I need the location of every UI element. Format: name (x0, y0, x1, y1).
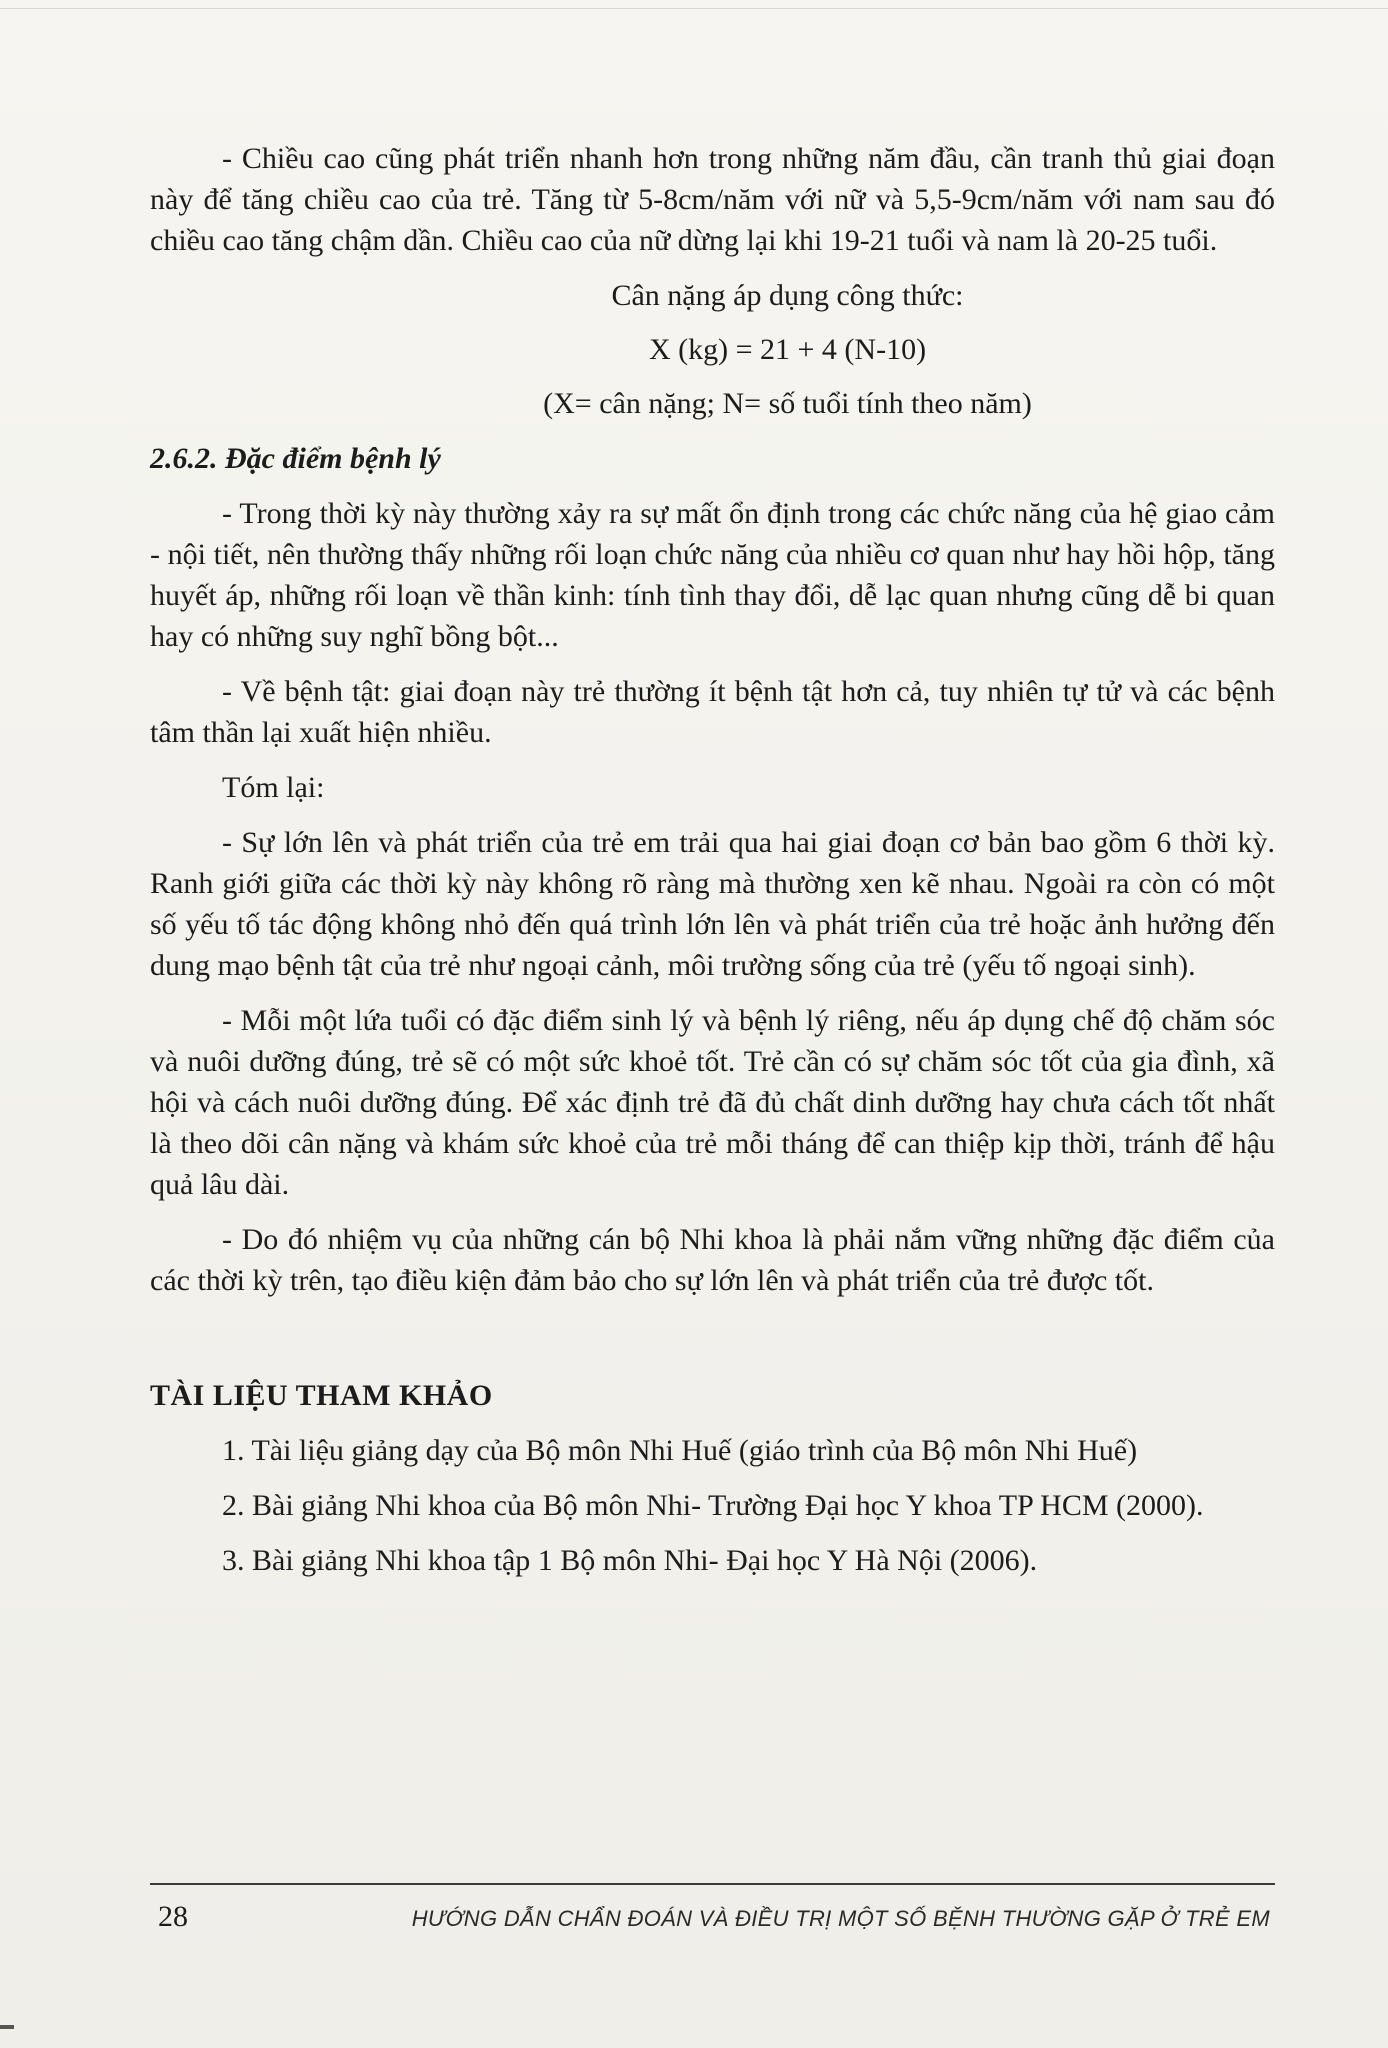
paragraph-disease: - Về bệnh tật: giai đoạn này trẻ thường ít bệnh tật hơn cả, tuy nhiên tự tử và các bệnh tâm thần lại xuất hiện nhiều. (150, 675, 1275, 749)
paragraph-endocrine: - Trong thời kỳ này thường xảy ra sự mất ổn định trong các chức năng của hệ giao cảm - nội tiết, nên thường thấy những rối loạn chức năng của nhiều cơ quan như hay hồi hộp, tăng huyết áp, những rối loạn về thần kinh: tính tình thay đổi, dễ lạc quan nhưng cũng dễ bi quan hay có những suy nghĩ bồng bột... (150, 497, 1275, 653)
scan-top-edge (0, 8, 1388, 9)
reference-item: 1. Tài liệu giảng dạy của Bộ môn Nhi Huế (giáo trình của Bộ môn Nhi Huế) (222, 1434, 1138, 1467)
references-title: TÀI LIỆU THAM KHẢO (150, 1379, 493, 1412)
running-title: HƯỚNG DẪN CHẨN ĐOÁN VÀ ĐIỀU TRỊ MỘT SỐ BỆNH THƯỜNG GẶP Ở TRẺ EM (411, 1906, 1270, 1931)
summary-label: Tóm lại: (222, 771, 325, 804)
reference-item: 2. Bài giảng Nhi khoa của Bộ môn Nhi- Trường Đại học Y khoa TP HCM (2000). (222, 1489, 1204, 1522)
paragraph-summary-1: - Sự lớn lên và phát triển của trẻ em trải qua hai giai đoạn cơ bản bao gồm 6 thời kỳ. Ranh giới giữa các thời kỳ này không rõ ràng mà thường xen kẽ nhau. Ngoài ra còn có một số yếu tố tác động không nhỏ đến quá trình lớn lên và phát triển của trẻ hoặc ảnh hưởng đến dung mạo bệnh tật của trẻ như ngoại cảnh, môi trường sống của trẻ (yếu tố ngoại sinh). (150, 826, 1275, 982)
section-heading: 2.6.2. Đặc điểm bệnh lý (150, 442, 441, 475)
formula-equation: X (kg) = 21 + 4 (N-10) (648, 333, 927, 366)
scan-edge-mark (0, 2025, 14, 2029)
formula-legend: (X= cân nặng; N= số tuổi tính theo năm) (543, 387, 1032, 420)
paragraph-summary-3: - Do đó nhiệm vụ của những cán bộ Nhi khoa là phải nắm vững những đặc điểm của các thời kỳ trên, tạo điều kiện đảm bảo cho sự lớn lên và phát triển của trẻ được tốt. (150, 1223, 1275, 1297)
page-number: 28 (158, 1900, 188, 1933)
footer-rule (150, 1883, 1275, 1885)
paragraph-summary-2: - Mỗi một lứa tuổi có đặc điểm sinh lý và bệnh lý riêng, nếu áp dụng chế độ chăm sóc và nuôi dưỡng đúng, trẻ sẽ có một sức khoẻ tốt. Trẻ cần có sự chăm sóc tốt của gia đình, xã hội và cách nuôi dưỡng đúng. Để xác định trẻ đã đủ chất dinh dưỡng hay chưa cách tốt nhất là theo dõi cân nặng và khám sức khoẻ của trẻ mỗi tháng để can thiệp kịp thời, tránh để hậu quả lâu dài. (150, 1004, 1275, 1201)
page-body (150, 138, 1275, 1581)
formula-intro: Cân nặng áp dụng công thức: (611, 279, 964, 312)
paragraph-height-growth: - Chiều cao cũng phát triển nhanh hơn trong những năm đầu, cần tranh thủ giai đoạn này để tăng chiều cao của trẻ. Tăng từ 5-8cm/năm với nữ và 5,5-9cm/năm với nam sau đó chiều cao tăng chậm dần. Chiều cao của nữ dừng lại khi 19-21 tuổi và nam là 20-25 tuổi. (150, 142, 1275, 257)
reference-item: 3. Bài giảng Nhi khoa tập 1 Bộ môn Nhi- Đại học Y Hà Nội (2006). (222, 1544, 1038, 1577)
weight-formula-block (150, 275, 1275, 424)
